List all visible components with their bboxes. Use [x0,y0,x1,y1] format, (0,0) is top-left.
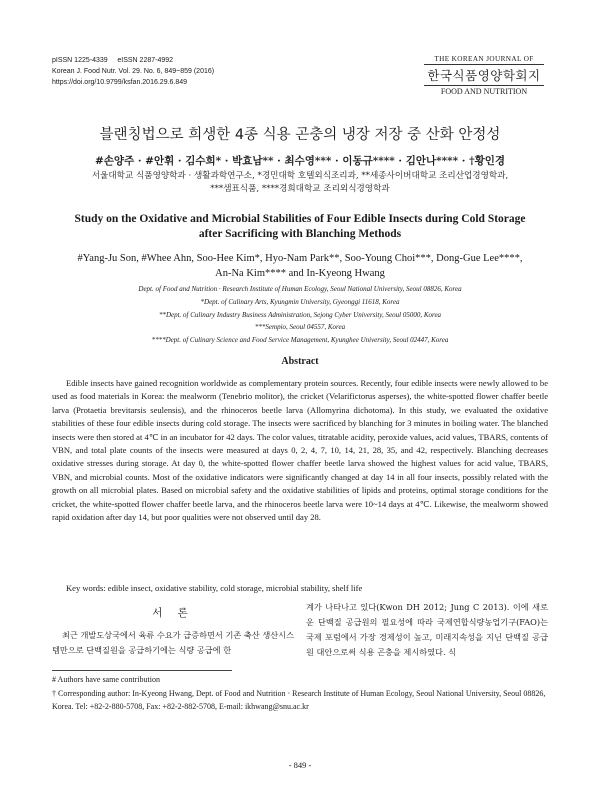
english-affiliation-line: ****Dept. of Culinary Science and Food Service Management, Kyunghee University, Seoul 02447, Korea [151,336,449,345]
english-affiliation-line: Dept. of Food and Nutrition · Research Institute of Human Ecology, Seoul National University, Seoul 08826, Korea [138,285,462,293]
journal-logo [424,55,544,96]
korean-affiliation-line: ***샘표식품, ****경희대학교 조리외식경영학과 [210,184,390,194]
korean-title: 블랜칭법으로 희생한 4종 식용 곤충의 냉장 저장 중 산화 안정성 [99,127,501,143]
journal-logo-bottom: FOOD AND NUTRITION [424,85,544,96]
citation-line: Korean J. Food Nutr. Vol. 29. No. 6, 849~859 (2016) [52,68,215,75]
english-authors [30,251,570,281]
english-title-line: after Sacrificing with Blanching Methods [198,228,402,240]
footnote-divider [52,670,232,671]
korean-affiliations [40,170,560,196]
footnote-equal-contribution: # Authors have same contribution [52,675,160,684]
english-affiliation-line: **Dept. of Culinary Industry Business Administration, Sejong Cyber University, Seoul 05000, Korea [158,310,442,319]
korean-affiliation-line: 서울대학교 식품영양학과 · 생활과학연구소, *경민대학 호텔외식조리과, **세종사이버대학교 조리산업경영학과, [91,171,509,181]
korean-authors: #손양주 · #안휘 · 김수희* · 박효남** · 최수영*** · 이동규**** · 김안나**** · †황인경 [94,155,505,167]
english-authors-line: #Yang-Ju Son, #Whee Ahn, Soo-Hee Kim*, Hyo-Nam Park**, Soo-Young Choi***, Dong-Gue Lee****, [77,253,523,264]
english-title [30,212,570,242]
journal-logo-korean: 한국식품영양학회지 [427,68,541,83]
keywords: Key words: edible insect, oxidative stability, cold storage, microbial stability, shelf life [66,583,363,593]
abstract-body: Edible insects have gained recognition worldwide as complementary protein sources. Recently, four edible insects were newly allowed to be used as food materials in Korea: the mealworm (Tenebrio molitor), the cricket (Velarifictorus asperses), the white-spotted flower chaffer beetle larva (Protaetia brevitarsis seulensis), and the rhinoceros beetle larva (Allomyrina dichotoma). In this study, we evaluated the oxidative stabilities of these four edible insects during cold storage. The insects were sacrificed by blanching for 3 minutes in boiling water. The blanched insects were then stored at 4℃ in an incubator for 42 days. The color values, titratable acidity, peroxide values, acid values, TBARS, contents of VBN, and total plate counts of the insects were measured at days 0, 2, 4, 7, 10, 14, 21, 28, 35, and 42, respectively. Blanching decreases oxidative stresses during storage. At day 0, the white-spotted flower chaffer beetle larva showed the highest values for acid value, TBARS, VBN, and microbial counts. Most of the oxidative indicators were significantly changed at day 14 in all four insects, possibly related with the growth on all microbial plates. Based on microbial safety and the oxidative stabilities of lipids and proteins, optimal storage conditions for the cricket, the white-spotted flower chaffer beetle larva, and the rhinoceros beetle larva were 10~14 days at 4℃. Likewise, the mealworm showed rapid oxidation after day 14, but poor qualities were not observed until day 28. [52,378,548,523]
footnote-corresponding-author: † Corresponding author: In-Kyeong Hwang, Dept. of Food and Nutrition · Research Institute of Human Ecology, Seoul National University, Seoul 08826, Korea. Tel: +82-2-880-5708, Fax: +82-2-882-5708, E-mail: ikhwang@snu.ac.kr [52,689,546,711]
english-affiliation-line: ***Sempio, Seoul 04557, Korea [254,323,346,332]
english-authors-line: An-Na Kim**** and In-Kyeong Hwang [215,268,385,279]
english-affiliation-line: *Dept. of Culinary Arts, Kyungmin University, Gyeonggi 11618, Korea [200,297,400,306]
intro-right-column: 계가 나타나고 있다(Kwon DH 2012; Jung C 2013). 이에 새로운 단백질 공급원의 필요성에 따라 국제연합식량농업기구(FAO)는 국제 포럼에서 가장 경제성이 높고, 미래지속성을 지닌 단백질 공급원 대안으로써 식용 곤충을 제시하였다. 식 [306,602,548,657]
english-affiliations [30,283,570,347]
english-title-line: Study on the Oxidative and Microbial Stabilities of Four Edible Insects during Cold Storage [74,213,526,225]
intro-left-column: 최근 개발도상국에서 육류 수요가 급증하면서 기존 축산 생산시스템만으로 단백질원을 공급하기에는 식량 공급에 한 [52,630,294,655]
journal-header-info [52,55,214,88]
page-number: - 849 - [288,760,312,770]
journal-logo-top: THE KOREAN JOURNAL OF [424,55,544,65]
issn-line: pISSN 1225-4339 eISSN 2287-4992 [52,57,174,64]
doi-link[interactable]: https://doi.org/10.9799/ksfan.2016.29.6.849 [52,79,188,86]
abstract-heading: Abstract [281,356,319,367]
section-title-introduction: 서 론 [152,607,194,619]
